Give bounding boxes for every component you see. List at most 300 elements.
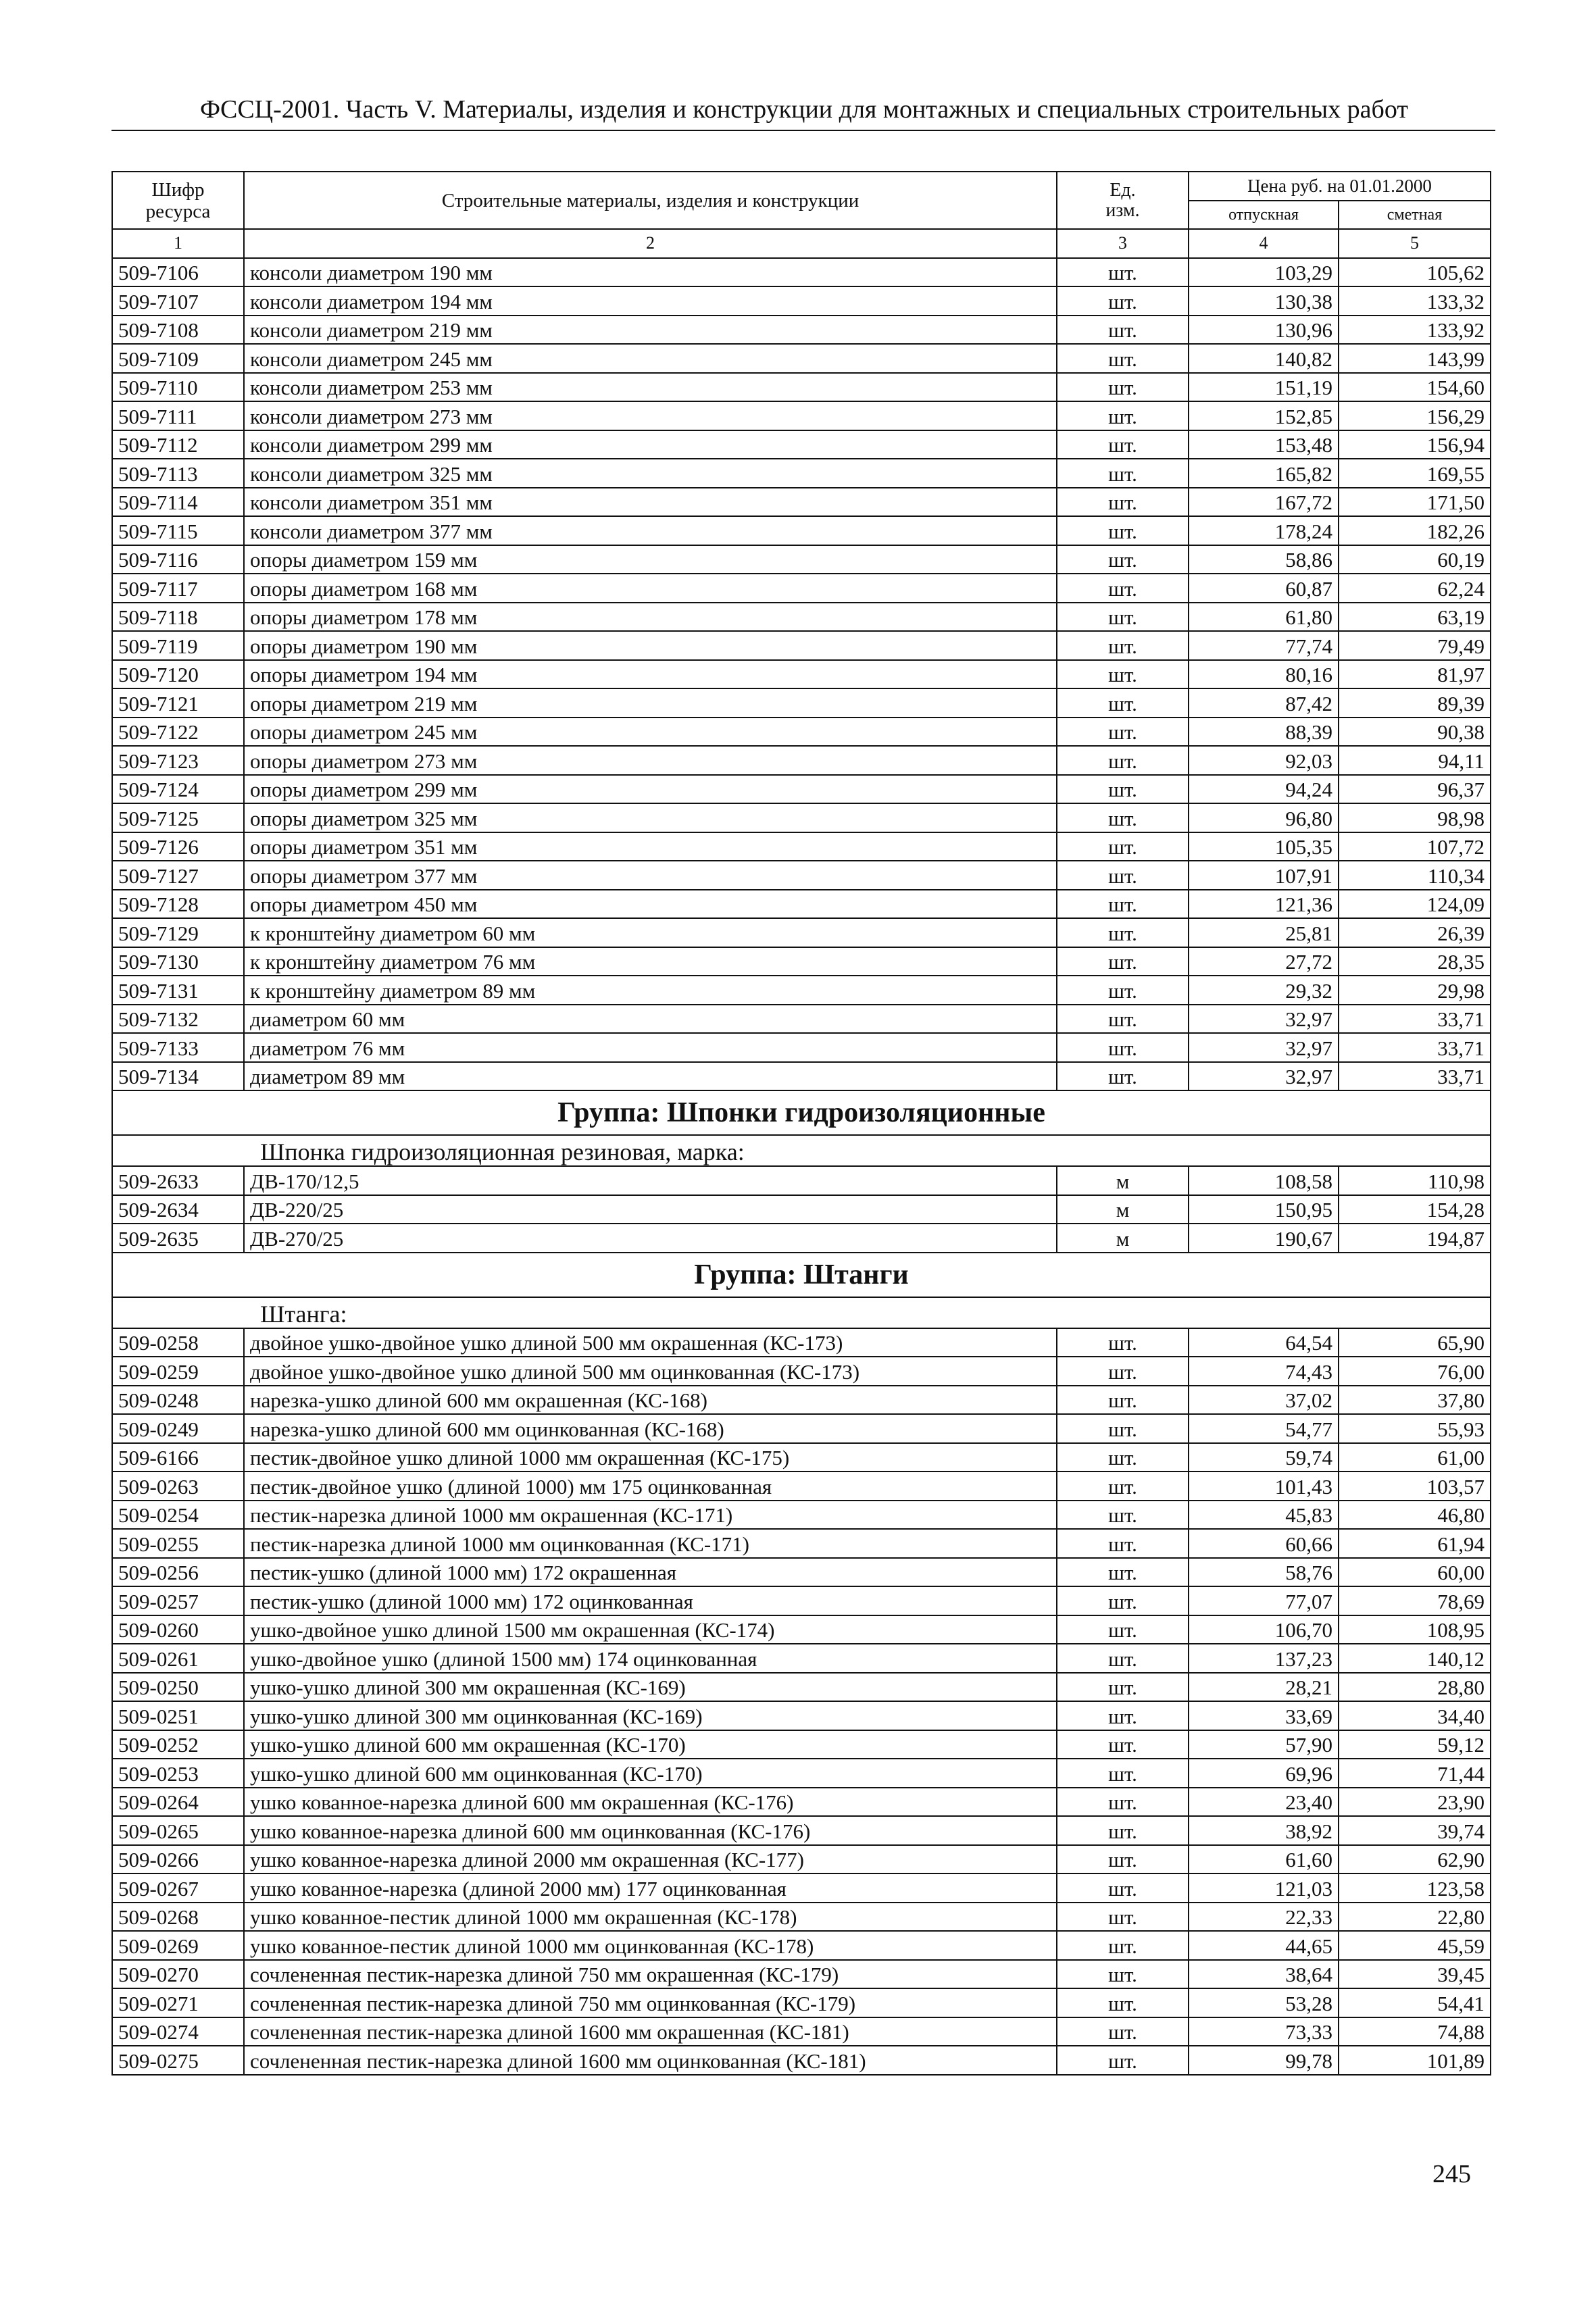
release-price-cell: 190,67 bbox=[1189, 1224, 1339, 1253]
estimate-price-cell: 46,80 bbox=[1339, 1501, 1491, 1530]
resource-code-cell: 509-7126 bbox=[112, 832, 244, 861]
release-price-cell: 77,74 bbox=[1189, 631, 1339, 660]
material-name-cell: двойное ушко-двойное ушко длиной 500 мм окрашенная (КС-173) bbox=[244, 1328, 1057, 1357]
unit-cell: шт. bbox=[1057, 1788, 1189, 1817]
table-row bbox=[112, 1224, 1491, 1253]
unit-cell: шт. bbox=[1057, 516, 1189, 545]
release-price-cell: 108,58 bbox=[1189, 1166, 1339, 1195]
table-row bbox=[112, 976, 1491, 1005]
estimate-price-cell: 124,09 bbox=[1339, 890, 1491, 919]
material-name-cell: опоры диаметром 178 мм bbox=[244, 603, 1057, 632]
unit-cell: шт. bbox=[1057, 2017, 1189, 2046]
unit-cell: шт. bbox=[1057, 459, 1189, 488]
estimate-price-cell: 78,69 bbox=[1339, 1586, 1491, 1615]
unit-cell: м bbox=[1057, 1195, 1189, 1224]
estimate-price-cell: 65,90 bbox=[1339, 1328, 1491, 1357]
table-row bbox=[112, 890, 1491, 919]
estimate-price-cell: 39,45 bbox=[1339, 1960, 1491, 1989]
resource-code-cell: 509-7127 bbox=[112, 861, 244, 890]
unit-cell: м bbox=[1057, 1166, 1189, 1195]
table-row bbox=[112, 574, 1491, 603]
estimate-price-cell: 60,19 bbox=[1339, 545, 1491, 574]
estimate-price-cell: 143,99 bbox=[1339, 344, 1491, 373]
estimate-price-cell: 55,93 bbox=[1339, 1414, 1491, 1443]
resource-code-cell: 509-0261 bbox=[112, 1644, 244, 1673]
table-row bbox=[112, 1586, 1491, 1615]
material-name-cell: пестик-нарезка длиной 1000 мм окрашенная (КС-171) bbox=[244, 1501, 1057, 1530]
table-row bbox=[112, 373, 1491, 402]
release-price-cell: 106,70 bbox=[1189, 1615, 1339, 1644]
table-row bbox=[112, 1903, 1491, 1932]
unit-cell: шт. bbox=[1057, 775, 1189, 804]
resource-code-cell: 509-0266 bbox=[112, 1845, 244, 1874]
resource-code-cell: 509-7118 bbox=[112, 603, 244, 632]
release-price-cell: 152,85 bbox=[1189, 401, 1339, 430]
release-price-cell: 38,92 bbox=[1189, 1816, 1339, 1845]
index-cell: 5 bbox=[1339, 229, 1491, 258]
resource-code-cell: 509-0254 bbox=[112, 1501, 244, 1530]
material-name-cell: консоли диаметром 273 мм bbox=[244, 401, 1057, 430]
material-name-cell: двойное ушко-двойное ушко длиной 500 мм оцинкованная (КС-173) bbox=[244, 1357, 1057, 1386]
table-row bbox=[112, 1931, 1491, 1960]
material-name-cell: диаметром 76 мм bbox=[244, 1033, 1057, 1062]
unit-cell: шт. bbox=[1057, 1931, 1189, 1960]
unit-cell: шт. bbox=[1057, 1328, 1189, 1357]
material-name-cell: консоли диаметром 377 мм bbox=[244, 516, 1057, 545]
material-name-cell: ушко-ушко длиной 300 мм оцинкованная (КС-169) bbox=[244, 1701, 1057, 1730]
material-name-cell: ушко кованное-нарезка длиной 600 мм окрашенная (КС-176) bbox=[244, 1788, 1057, 1817]
page-number: 245 bbox=[1432, 2160, 1471, 2188]
resource-code-cell: 509-7107 bbox=[112, 286, 244, 316]
release-price-cell: 58,76 bbox=[1189, 1558, 1339, 1587]
rows-section-keys bbox=[112, 1166, 1491, 1253]
unit-cell: шт. bbox=[1057, 976, 1189, 1005]
estimate-price-cell: 45,59 bbox=[1339, 1931, 1491, 1960]
estimate-price-cell: 90,38 bbox=[1339, 718, 1491, 747]
estimate-price-cell: 54,41 bbox=[1339, 1988, 1491, 2017]
table-row bbox=[112, 631, 1491, 660]
resource-code-cell: 509-0251 bbox=[112, 1701, 244, 1730]
unit-cell: шт. bbox=[1057, 1501, 1189, 1530]
table-row bbox=[112, 1328, 1491, 1357]
estimate-price-cell: 33,71 bbox=[1339, 1005, 1491, 1034]
estimate-price-cell: 62,24 bbox=[1339, 574, 1491, 603]
estimate-price-cell: 101,89 bbox=[1339, 2046, 1491, 2075]
header-code-line1: Шифр bbox=[151, 178, 205, 201]
release-price-cell: 178,24 bbox=[1189, 516, 1339, 545]
material-name-cell: консоли диаметром 219 мм bbox=[244, 316, 1057, 345]
estimate-price-cell: 59,12 bbox=[1339, 1730, 1491, 1759]
table-row bbox=[112, 1529, 1491, 1558]
resource-code-cell: 509-7109 bbox=[112, 344, 244, 373]
resource-code-cell: 509-0268 bbox=[112, 1903, 244, 1932]
unit-cell: шт. bbox=[1057, 2046, 1189, 2075]
resource-code-cell: 509-0253 bbox=[112, 1759, 244, 1788]
release-price-cell: 150,95 bbox=[1189, 1195, 1339, 1224]
table-row bbox=[112, 746, 1491, 775]
estimate-price-cell: 76,00 bbox=[1339, 1357, 1491, 1386]
table-row bbox=[112, 1615, 1491, 1644]
index-cell: 2 bbox=[244, 229, 1057, 258]
unit-cell: шт. bbox=[1057, 1586, 1189, 1615]
title-rule bbox=[111, 130, 1495, 131]
unit-cell: шт. bbox=[1057, 746, 1189, 775]
material-name-cell: ушко кованное-нарезка длиной 600 мм оцинкованная (КС-176) bbox=[244, 1816, 1057, 1845]
unit-cell: шт. bbox=[1057, 574, 1189, 603]
unit-cell: шт. bbox=[1057, 660, 1189, 689]
release-price-cell: 121,03 bbox=[1189, 1873, 1339, 1903]
material-name-cell: опоры диаметром 299 мм bbox=[244, 775, 1057, 804]
estimate-price-cell: 98,98 bbox=[1339, 803, 1491, 832]
table-header bbox=[112, 172, 1491, 258]
unit-cell: шт. bbox=[1057, 1443, 1189, 1472]
material-name-cell: опоры диаметром 190 мм bbox=[244, 631, 1057, 660]
release-price-cell: 27,72 bbox=[1189, 947, 1339, 976]
resource-code-cell: 509-7121 bbox=[112, 688, 244, 718]
table-row bbox=[112, 1033, 1491, 1062]
table-row bbox=[112, 488, 1491, 517]
estimate-price-cell: 28,80 bbox=[1339, 1673, 1491, 1702]
table-row bbox=[112, 1644, 1491, 1673]
unit-cell: шт. bbox=[1057, 1414, 1189, 1443]
unit-cell: шт. bbox=[1057, 1062, 1189, 1091]
resource-code-cell: 509-0275 bbox=[112, 2046, 244, 2075]
table-row bbox=[112, 1501, 1491, 1530]
release-price-cell: 165,82 bbox=[1189, 459, 1339, 488]
material-name-cell: сочлененная пестик-нарезка длиной 750 мм окрашенная (КС-179) bbox=[244, 1960, 1057, 1989]
estimate-price-cell: 105,62 bbox=[1339, 258, 1491, 287]
table-row bbox=[112, 861, 1491, 890]
material-name-cell: ушко-ушко длиной 600 мм окрашенная (КС-170) bbox=[244, 1730, 1057, 1759]
resource-code-cell: 509-0256 bbox=[112, 1558, 244, 1587]
material-name-cell: нарезка-ушко длиной 600 мм оцинкованная (КС-168) bbox=[244, 1414, 1057, 1443]
table-row bbox=[112, 1195, 1491, 1224]
resource-code-cell: 509-7122 bbox=[112, 718, 244, 747]
unit-cell: шт. bbox=[1057, 258, 1189, 287]
resource-code-cell: 509-0263 bbox=[112, 1472, 244, 1501]
material-name-cell: консоли диаметром 325 мм bbox=[244, 459, 1057, 488]
resource-code-cell: 509-7120 bbox=[112, 660, 244, 689]
material-name-cell: опоры диаметром 351 мм bbox=[244, 832, 1057, 861]
unit-cell: шт. bbox=[1057, 1357, 1189, 1386]
subheading-rods: Штанга: bbox=[112, 1297, 1491, 1328]
header-unit-line2: изм. bbox=[1105, 199, 1140, 221]
resource-code-cell: 509-0250 bbox=[112, 1673, 244, 1702]
release-price-cell: 140,82 bbox=[1189, 344, 1339, 373]
unit-cell: шт. bbox=[1057, 890, 1189, 919]
table-row bbox=[112, 545, 1491, 574]
resource-code-cell: 509-7110 bbox=[112, 373, 244, 402]
estimate-price-cell: 154,60 bbox=[1339, 373, 1491, 402]
header-unit bbox=[1057, 172, 1189, 229]
estimate-price-cell: 108,95 bbox=[1339, 1615, 1491, 1644]
group-rods bbox=[112, 1253, 1491, 1328]
estimate-price-cell: 110,98 bbox=[1339, 1166, 1491, 1195]
unit-cell: шт. bbox=[1057, 1615, 1189, 1644]
release-price-cell: 28,21 bbox=[1189, 1673, 1339, 1702]
release-price-cell: 23,40 bbox=[1189, 1788, 1339, 1817]
material-name-cell: к кронштейну диаметром 89 мм bbox=[244, 976, 1057, 1005]
release-price-cell: 38,64 bbox=[1189, 1960, 1339, 1989]
estimate-price-cell: 23,90 bbox=[1339, 1788, 1491, 1817]
unit-cell: шт. bbox=[1057, 631, 1189, 660]
unit-cell: шт. bbox=[1057, 803, 1189, 832]
table-row bbox=[112, 1443, 1491, 1472]
resource-code-cell: 509-7114 bbox=[112, 488, 244, 517]
release-price-cell: 57,90 bbox=[1189, 1730, 1339, 1759]
resource-code-cell: 509-7124 bbox=[112, 775, 244, 804]
resource-code-cell: 509-6166 bbox=[112, 1443, 244, 1472]
resource-code-cell: 509-0249 bbox=[112, 1414, 244, 1443]
table-row bbox=[112, 1005, 1491, 1034]
table-row bbox=[112, 1414, 1491, 1443]
unit-cell: шт. bbox=[1057, 344, 1189, 373]
unit-cell: шт. bbox=[1057, 1903, 1189, 1932]
material-name-cell: консоли диаметром 245 мм bbox=[244, 344, 1057, 373]
estimate-price-cell: 26,39 bbox=[1339, 918, 1491, 947]
header-price: Цена руб. на 01.01.2000 bbox=[1189, 172, 1491, 201]
table-row bbox=[112, 286, 1491, 316]
material-name-cell: консоли диаметром 351 мм bbox=[244, 488, 1057, 517]
table-row bbox=[112, 401, 1491, 430]
unit-cell: шт. bbox=[1057, 1529, 1189, 1558]
material-name-cell: консоли диаметром 253 мм bbox=[244, 373, 1057, 402]
resource-code-cell: 509-2635 bbox=[112, 1224, 244, 1253]
table-row bbox=[112, 1730, 1491, 1759]
release-price-cell: 73,33 bbox=[1189, 2017, 1339, 2046]
release-price-cell: 58,86 bbox=[1189, 545, 1339, 574]
table-row bbox=[112, 1673, 1491, 1702]
estimate-price-cell: 182,26 bbox=[1339, 516, 1491, 545]
material-name-cell: опоры диаметром 219 мм bbox=[244, 688, 1057, 718]
material-name-cell: ДВ-170/12,5 bbox=[244, 1166, 1057, 1195]
release-price-cell: 64,54 bbox=[1189, 1328, 1339, 1357]
material-name-cell: сочлененная пестик-нарезка длиной 750 мм оцинкованная (КС-179) bbox=[244, 1988, 1057, 2017]
table-row bbox=[112, 1788, 1491, 1817]
subheading-keys: Шпонка гидроизоляционная резиновая, марка: bbox=[112, 1135, 1491, 1166]
price-table bbox=[111, 171, 1491, 2076]
resource-code-cell: 509-7130 bbox=[112, 947, 244, 976]
resource-code-cell: 509-0257 bbox=[112, 1586, 244, 1615]
table-row bbox=[112, 1062, 1491, 1091]
release-price-cell: 121,36 bbox=[1189, 890, 1339, 919]
table-row bbox=[112, 660, 1491, 689]
table-row bbox=[112, 832, 1491, 861]
table-row bbox=[112, 1816, 1491, 1845]
resource-code-cell: 509-0252 bbox=[112, 1730, 244, 1759]
material-name-cell: ушко-ушко длиной 300 мм окрашенная (КС-169) bbox=[244, 1673, 1057, 1702]
release-price-cell: 45,83 bbox=[1189, 1501, 1339, 1530]
table-row bbox=[112, 1845, 1491, 1874]
release-price-cell: 88,39 bbox=[1189, 718, 1339, 747]
table-row bbox=[112, 2017, 1491, 2046]
table-row bbox=[112, 688, 1491, 718]
release-price-cell: 61,80 bbox=[1189, 603, 1339, 632]
resource-code-cell: 509-7108 bbox=[112, 316, 244, 345]
resource-code-cell: 509-7132 bbox=[112, 1005, 244, 1034]
material-name-cell: ушко кованное-пестик длиной 1000 мм оцинкованная (КС-178) bbox=[244, 1931, 1057, 1960]
index-cell: 1 bbox=[112, 229, 244, 258]
release-price-cell: 69,96 bbox=[1189, 1759, 1339, 1788]
release-price-cell: 130,96 bbox=[1189, 316, 1339, 345]
header-release: отпускная bbox=[1189, 201, 1339, 230]
estimate-price-cell: 103,57 bbox=[1339, 1472, 1491, 1501]
resource-code-cell: 509-7129 bbox=[112, 918, 244, 947]
estimate-price-cell: 171,50 bbox=[1339, 488, 1491, 517]
table-row bbox=[112, 1701, 1491, 1730]
resource-code-cell: 509-7115 bbox=[112, 516, 244, 545]
estimate-price-cell: 39,74 bbox=[1339, 1816, 1491, 1845]
unit-cell: шт. bbox=[1057, 1472, 1189, 1501]
estimate-price-cell: 34,40 bbox=[1339, 1701, 1491, 1730]
material-name-cell: ушко-ушко длиной 600 мм оцинкованная (КС-170) bbox=[244, 1759, 1057, 1788]
resource-code-cell: 509-7113 bbox=[112, 459, 244, 488]
group-title-rods: Группа: Штанги bbox=[112, 1253, 1491, 1297]
unit-cell: шт. bbox=[1057, 1988, 1189, 2017]
unit-cell: шт. bbox=[1057, 1873, 1189, 1903]
estimate-price-cell: 62,90 bbox=[1339, 1845, 1491, 1874]
release-price-cell: 80,16 bbox=[1189, 660, 1339, 689]
release-price-cell: 74,43 bbox=[1189, 1357, 1339, 1386]
estimate-price-cell: 107,72 bbox=[1339, 832, 1491, 861]
estimate-price-cell: 71,44 bbox=[1339, 1759, 1491, 1788]
subheading-row bbox=[112, 1297, 1491, 1328]
header-code bbox=[112, 172, 244, 229]
release-price-cell: 22,33 bbox=[1189, 1903, 1339, 1932]
release-price-cell: 94,24 bbox=[1189, 775, 1339, 804]
table-row bbox=[112, 1472, 1491, 1501]
material-name-cell: опоры диаметром 450 мм bbox=[244, 890, 1057, 919]
release-price-cell: 130,38 bbox=[1189, 286, 1339, 316]
estimate-price-cell: 110,34 bbox=[1339, 861, 1491, 890]
release-price-cell: 32,97 bbox=[1189, 1033, 1339, 1062]
table-row bbox=[112, 1873, 1491, 1903]
material-name-cell: ушко кованное-нарезка (длиной 2000 мм) 177 оцинкованная bbox=[244, 1873, 1057, 1903]
unit-cell: шт. bbox=[1057, 316, 1189, 345]
release-price-cell: 59,74 bbox=[1189, 1443, 1339, 1472]
resource-code-cell: 509-7134 bbox=[112, 1062, 244, 1091]
release-price-cell: 25,81 bbox=[1189, 918, 1339, 947]
resource-code-cell: 509-0269 bbox=[112, 1931, 244, 1960]
estimate-price-cell: 89,39 bbox=[1339, 688, 1491, 718]
material-name-cell: ушко-двойное ушко длиной 1500 мм окрашенная (КС-174) bbox=[244, 1615, 1057, 1644]
header-code-line2: ресурса bbox=[145, 200, 211, 222]
unit-cell: шт. bbox=[1057, 718, 1189, 747]
table-row bbox=[112, 1386, 1491, 1415]
release-price-cell: 167,72 bbox=[1189, 488, 1339, 517]
material-name-cell: опоры диаметром 194 мм bbox=[244, 660, 1057, 689]
page-title: ФССЦ-2001. Часть V. Материалы, изделия и конструкции для монтажных и специальных строительных работ bbox=[199, 95, 1408, 124]
estimate-price-cell: 96,37 bbox=[1339, 775, 1491, 804]
material-name-cell: пестик-двойное ушко длиной 1000 мм окрашенная (КС-175) bbox=[244, 1443, 1057, 1472]
release-price-cell: 32,97 bbox=[1189, 1062, 1339, 1091]
resource-code-cell: 509-0248 bbox=[112, 1386, 244, 1415]
material-name-cell: пестик-ушко (длиной 1000 мм) 172 окрашенная bbox=[244, 1558, 1057, 1587]
resource-code-cell: 509-2634 bbox=[112, 1195, 244, 1224]
material-name-cell: консоли диаметром 190 мм bbox=[244, 258, 1057, 287]
table-row bbox=[112, 516, 1491, 545]
material-name-cell: сочлененная пестик-нарезка длиной 1600 мм окрашенная (КС-181) bbox=[244, 2017, 1057, 2046]
unit-cell: шт. bbox=[1057, 1005, 1189, 1034]
estimate-price-cell: 94,11 bbox=[1339, 746, 1491, 775]
unit-cell: шт. bbox=[1057, 1816, 1189, 1845]
resource-code-cell: 509-7111 bbox=[112, 401, 244, 430]
estimate-price-cell: 156,29 bbox=[1339, 401, 1491, 430]
resource-code-cell: 509-0264 bbox=[112, 1788, 244, 1817]
release-price-cell: 44,65 bbox=[1189, 1931, 1339, 1960]
table-row bbox=[112, 603, 1491, 632]
unit-cell: шт. bbox=[1057, 1845, 1189, 1874]
table-row bbox=[112, 718, 1491, 747]
index-cell: 4 bbox=[1189, 229, 1339, 258]
header-unit-line1: Ед. bbox=[1109, 179, 1136, 201]
table-row bbox=[112, 1357, 1491, 1386]
release-price-cell: 32,97 bbox=[1189, 1005, 1339, 1034]
material-name-cell: консоли диаметром 194 мм bbox=[244, 286, 1057, 316]
material-name-cell: диаметром 60 мм bbox=[244, 1005, 1057, 1034]
material-name-cell: нарезка-ушко длиной 600 мм окрашенная (КС-168) bbox=[244, 1386, 1057, 1415]
release-price-cell: 92,03 bbox=[1189, 746, 1339, 775]
estimate-price-cell: 79,49 bbox=[1339, 631, 1491, 660]
material-name-cell: ушко-двойное ушко (длиной 1500 мм) 174 оцинкованная bbox=[244, 1644, 1057, 1673]
material-name-cell: опоры диаметром 168 мм bbox=[244, 574, 1057, 603]
estimate-price-cell: 194,87 bbox=[1339, 1224, 1491, 1253]
unit-cell: шт. bbox=[1057, 861, 1189, 890]
unit-cell: шт. bbox=[1057, 286, 1189, 316]
table-row bbox=[112, 1988, 1491, 2017]
resource-code-cell: 509-0259 bbox=[112, 1357, 244, 1386]
release-price-cell: 60,66 bbox=[1189, 1529, 1339, 1558]
estimate-price-cell: 33,71 bbox=[1339, 1062, 1491, 1091]
resource-code-cell: 509-7123 bbox=[112, 746, 244, 775]
unit-cell: шт. bbox=[1057, 545, 1189, 574]
release-price-cell: 153,48 bbox=[1189, 430, 1339, 459]
unit-cell: шт. bbox=[1057, 832, 1189, 861]
resource-code-cell: 509-7128 bbox=[112, 890, 244, 919]
unit-cell: шт. bbox=[1057, 1701, 1189, 1730]
group-row bbox=[112, 1253, 1491, 1297]
estimate-price-cell: 22,80 bbox=[1339, 1903, 1491, 1932]
index-cell: 3 bbox=[1057, 229, 1189, 258]
group-title-keys: Группа: Шпонки гидроизоляционные bbox=[112, 1090, 1491, 1135]
rows-section-rods bbox=[112, 1328, 1491, 2075]
estimate-price-cell: 156,94 bbox=[1339, 430, 1491, 459]
resource-code-cell: 509-0260 bbox=[112, 1615, 244, 1644]
unit-cell: шт. bbox=[1057, 1730, 1189, 1759]
estimate-price-cell: 169,55 bbox=[1339, 459, 1491, 488]
table-row bbox=[112, 459, 1491, 488]
unit-cell: шт. bbox=[1057, 1960, 1189, 1989]
release-price-cell: 101,43 bbox=[1189, 1472, 1339, 1501]
release-price-cell: 107,91 bbox=[1189, 861, 1339, 890]
table-row bbox=[112, 430, 1491, 459]
release-price-cell: 61,60 bbox=[1189, 1845, 1339, 1874]
subheading-row bbox=[112, 1135, 1491, 1166]
unit-cell: шт. bbox=[1057, 1759, 1189, 1788]
resource-code-cell: 509-0255 bbox=[112, 1529, 244, 1558]
material-name-cell: пестик-двойное ушко (длиной 1000) мм 175 оцинкованная bbox=[244, 1472, 1057, 1501]
estimate-price-cell: 28,35 bbox=[1339, 947, 1491, 976]
table-row bbox=[112, 1558, 1491, 1587]
unit-cell: шт. bbox=[1057, 373, 1189, 402]
unit-cell: шт. bbox=[1057, 603, 1189, 632]
table-row bbox=[112, 1166, 1491, 1195]
resource-code-cell: 509-2633 bbox=[112, 1166, 244, 1195]
table-row bbox=[112, 947, 1491, 976]
material-name-cell: пестик-ушко (длиной 1000 мм) 172 оцинкованная bbox=[244, 1586, 1057, 1615]
unit-cell: м bbox=[1057, 1224, 1189, 1253]
release-price-cell: 105,35 bbox=[1189, 832, 1339, 861]
